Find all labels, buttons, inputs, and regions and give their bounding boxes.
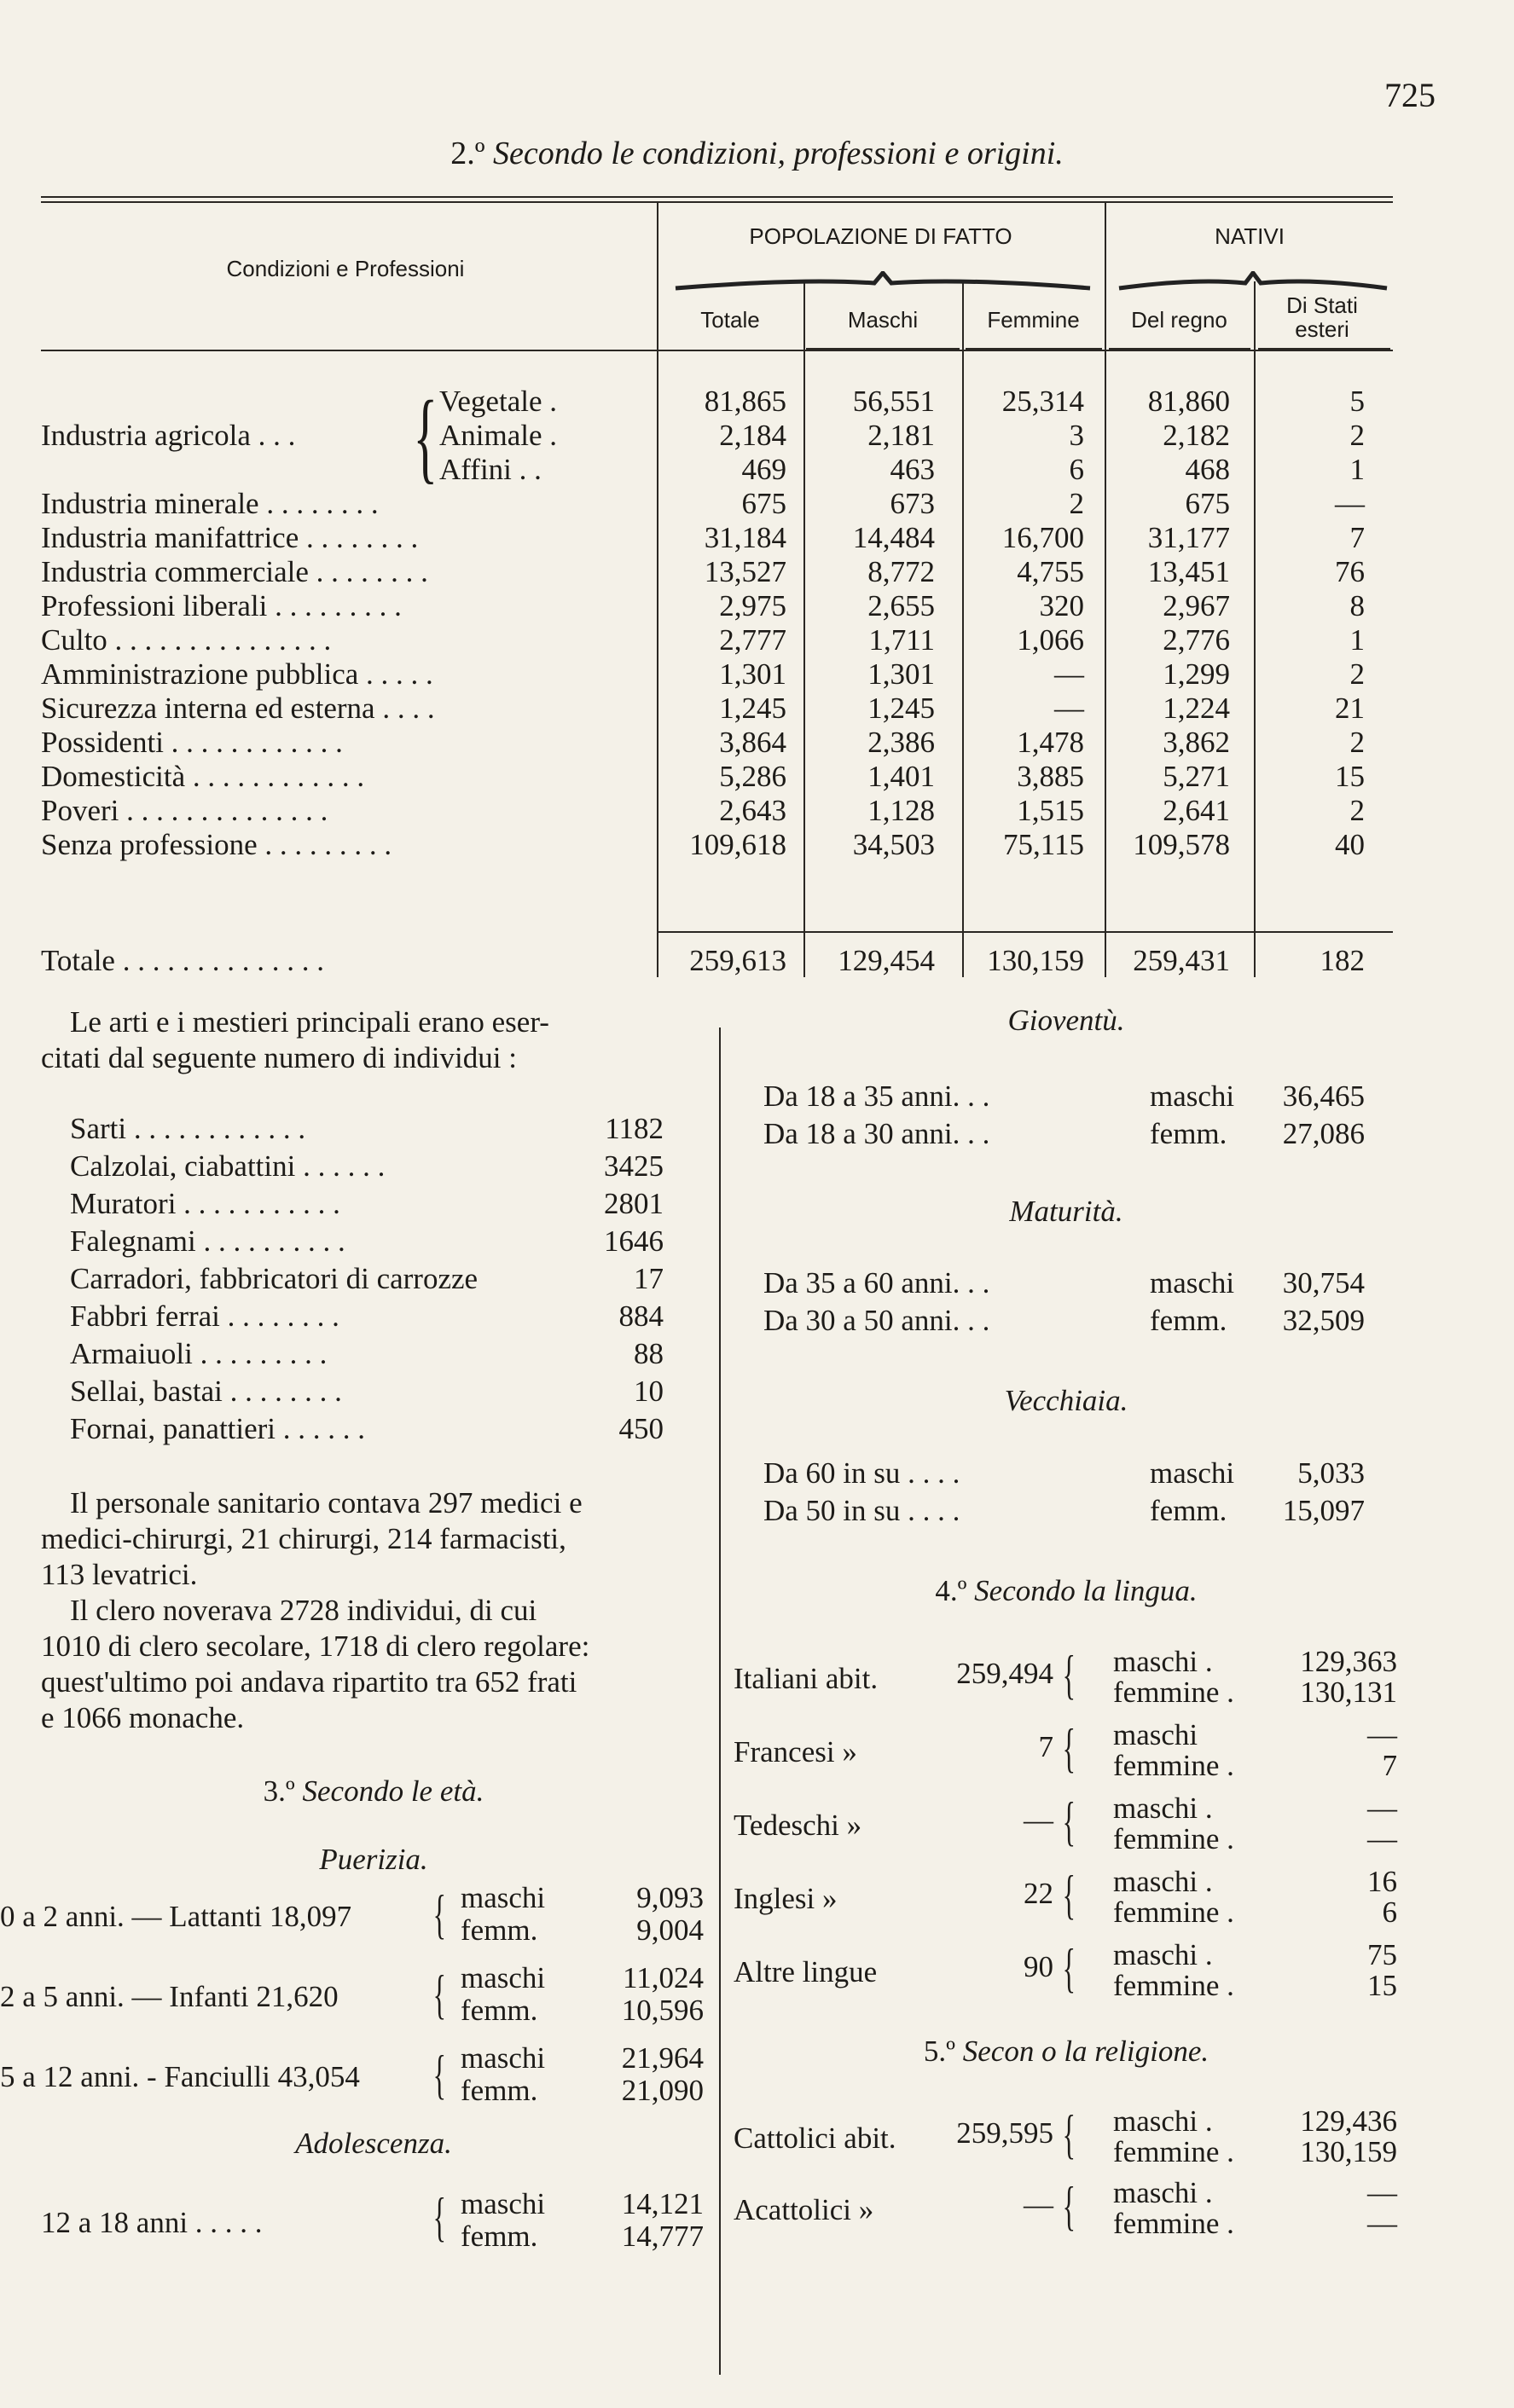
para-clero: e 1066 monache. bbox=[41, 1701, 245, 1734]
puerizia-heading: Puerizia. bbox=[319, 1843, 428, 1876]
entry-f-value: 15 bbox=[1367, 1969, 1397, 2002]
trade-value: 88 bbox=[634, 1337, 664, 1370]
sub-label-vegetale: Vegetale . bbox=[439, 385, 557, 418]
para-clero: quest'ultimo poi andava ripartito tra 652 frati bbox=[41, 1665, 577, 1699]
col-underline bbox=[1258, 348, 1390, 351]
entry-total: 22 bbox=[1024, 1877, 1053, 1910]
age-maschi: maschi bbox=[461, 1881, 546, 1914]
cell-del-regno: 2,967 bbox=[1163, 589, 1230, 622]
maturita-heading: Maturità. bbox=[1009, 1195, 1123, 1228]
trade-label: Sarti . . . . . . . . . . . . bbox=[70, 1112, 306, 1145]
entry-maschi: maschi . bbox=[1113, 2104, 1213, 2138]
entry-femmine: femmine . bbox=[1113, 1896, 1234, 1929]
entry-label: Francesi » bbox=[734, 1735, 857, 1768]
cell-totale: 469 bbox=[741, 453, 786, 486]
total-esteri: 182 bbox=[1320, 944, 1365, 977]
cell-femmine: 1,066 bbox=[1017, 623, 1084, 657]
cell-esteri: 8 bbox=[1349, 589, 1365, 622]
entry-femmine: femmine . bbox=[1113, 1676, 1234, 1709]
caption-number: 2.º bbox=[450, 136, 485, 171]
row-label-agricola: Industria agricola . . . bbox=[41, 419, 296, 452]
trade-value: 884 bbox=[618, 1300, 664, 1333]
entry-total: 90 bbox=[1024, 1950, 1053, 1983]
adol-femm: femm. bbox=[461, 2220, 538, 2253]
age-m-value: 11,024 bbox=[623, 1961, 704, 1994]
brace: { bbox=[1062, 1791, 1076, 1851]
table-row-label: Possidenti . . . . . . . . . . . . bbox=[41, 726, 343, 759]
age-range-sex: maschi bbox=[1150, 1456, 1235, 1490]
trade-label: Fabbri ferrai . . . . . . . . bbox=[70, 1300, 339, 1333]
entry-maschi: maschi . bbox=[1113, 2176, 1213, 2209]
trade-value: 17 bbox=[634, 1262, 664, 1295]
cell-maschi: 2,181 bbox=[867, 419, 935, 452]
trade-label: Armaiuoli . . . . . . . . . bbox=[70, 1337, 328, 1370]
cell-esteri: 1 bbox=[1349, 623, 1365, 657]
age-range-label: Da 18 a 30 anni. . . bbox=[763, 1117, 990, 1150]
cell-femmine: 4,755 bbox=[1017, 555, 1084, 588]
section-caption bbox=[0, 135, 1514, 172]
age-range-sex: femm. bbox=[1150, 1304, 1227, 1337]
entry-m-value: 16 bbox=[1367, 1865, 1397, 1898]
age-maschi: maschi bbox=[461, 2041, 546, 2075]
entry-f-value: 130,159 bbox=[1300, 2135, 1397, 2168]
entry-femmine: femmine . bbox=[1113, 2207, 1234, 2240]
lingua-title-number: 4.º bbox=[935, 1574, 967, 1607]
cell-del-regno: 13,451 bbox=[1147, 555, 1230, 588]
entry-maschi: maschi . bbox=[1113, 1865, 1213, 1898]
cell-totale: 5,286 bbox=[719, 760, 786, 793]
cell-femmine: 1,478 bbox=[1017, 726, 1084, 759]
age-f-value: 21,090 bbox=[621, 2074, 704, 2107]
age-range-value: 30,754 bbox=[1282, 1266, 1365, 1300]
age-range-label: Da 18 a 35 anni. . . bbox=[763, 1080, 990, 1113]
group-brace-2 bbox=[1117, 271, 1389, 293]
age-f-value: 9,004 bbox=[636, 1913, 704, 1947]
trade-value: 1182 bbox=[605, 1112, 664, 1145]
age-femm: femm. bbox=[461, 1994, 538, 2027]
col-underline bbox=[1109, 348, 1250, 351]
col-header-del-regno: Del regno bbox=[1131, 307, 1227, 333]
cell-totale: 109,618 bbox=[689, 828, 786, 861]
entry-f-value: — bbox=[1367, 1822, 1397, 1855]
age-range-label: Da 30 a 50 anni. . . bbox=[763, 1304, 990, 1337]
col-underline bbox=[806, 348, 960, 351]
table-row-label: Culto . . . . . . . . . . . . . . . bbox=[41, 623, 332, 657]
entry-femmine: femmine . bbox=[1113, 2135, 1234, 2168]
cell-femmine: 25,314 bbox=[1001, 385, 1084, 418]
age-label: 5 a 12 anni. - Fanciulli 43,054 bbox=[0, 2060, 360, 2093]
adol-label: 12 a 18 anni . . . . . bbox=[41, 2206, 263, 2239]
total-label: Totale . . . . . . . . . . . . . . bbox=[41, 944, 324, 977]
cell-femmine: 3,885 bbox=[1017, 760, 1084, 793]
cell-del-regno: 5,271 bbox=[1163, 760, 1230, 793]
adol-m-value: 14,121 bbox=[621, 2187, 704, 2220]
brace: { bbox=[432, 2186, 447, 2247]
age-femm: femm. bbox=[461, 2074, 538, 2107]
entry-m-value: 129,436 bbox=[1300, 2104, 1397, 2138]
entry-label: Altre lingue bbox=[734, 1955, 878, 1988]
adolescenza-heading: Adolescenza. bbox=[295, 2127, 452, 2160]
table-bottom-rule bbox=[657, 931, 1393, 933]
cell-maschi: 2,655 bbox=[867, 589, 935, 622]
table-group-popolazione: POPOLAZIONE DI FATTO bbox=[749, 223, 1012, 249]
cell-del-regno: 81,860 bbox=[1147, 385, 1230, 418]
cell-esteri: 2 bbox=[1349, 419, 1365, 452]
entry-label: Acattolici » bbox=[734, 2193, 874, 2226]
brace: { bbox=[432, 1884, 447, 1944]
trade-label: Falegnami . . . . . . . . . . bbox=[70, 1224, 345, 1258]
vecchiaia-heading: Vecchiaia. bbox=[1004, 1384, 1128, 1417]
cell-femmine: 2 bbox=[1069, 487, 1084, 520]
table-row-label: Domesticità . . . . . . . . . . . . bbox=[41, 760, 365, 793]
para-sanitario: medici-chirurgi, 21 chirurgi, 214 farmacisti, bbox=[41, 1522, 566, 1555]
entry-m-value: — bbox=[1367, 2176, 1397, 2209]
cell-totale: 1,301 bbox=[719, 657, 786, 691]
age-femm: femm. bbox=[461, 1913, 538, 1947]
religione-title-number: 5.º bbox=[923, 2035, 955, 2068]
cell-del-regno: 1,299 bbox=[1163, 657, 1230, 691]
cell-maschi: 1,245 bbox=[867, 692, 935, 725]
cell-esteri: 5 bbox=[1349, 385, 1365, 418]
para-sanitario: 113 levatrici. bbox=[41, 1558, 198, 1591]
brace: { bbox=[432, 2044, 447, 2104]
entry-m-value: 75 bbox=[1367, 1938, 1397, 1971]
page-number: 725 bbox=[1384, 76, 1436, 114]
entry-total: 259,494 bbox=[956, 1657, 1053, 1690]
intro-line: Le arti e i mestieri principali erano eser- bbox=[70, 1005, 549, 1039]
age-m-value: 9,093 bbox=[636, 1881, 704, 1914]
age-range-sex: femm. bbox=[1150, 1494, 1227, 1527]
entry-maschi: maschi . bbox=[1113, 1792, 1213, 1825]
entry-label: Tedeschi » bbox=[734, 1809, 862, 1842]
gioventu-heading: Gioventù. bbox=[1007, 1004, 1125, 1037]
cell-maschi: 34,503 bbox=[852, 828, 935, 861]
trade-label: Carradori, fabbricatori di carrozze bbox=[70, 1262, 479, 1295]
cell-femmine: 3 bbox=[1069, 419, 1084, 452]
entry-f-value: 6 bbox=[1382, 1896, 1397, 1929]
entry-label: Cattolici abit. bbox=[734, 2121, 896, 2155]
table-row-label: Sicurezza interna ed esterna . . . . bbox=[41, 692, 435, 725]
table-header-conditions: Condizioni e Professioni bbox=[226, 256, 465, 281]
age-title-text: Secondo le età. bbox=[302, 1774, 484, 1808]
entry-total: 259,595 bbox=[956, 2116, 1053, 2150]
intro-line: citati dal seguente numero di individui : bbox=[41, 1041, 517, 1074]
age-range-label: Da 60 in su . . . . bbox=[763, 1456, 960, 1490]
brace: { bbox=[432, 1964, 447, 2024]
cell-del-regno: 675 bbox=[1185, 487, 1230, 520]
age-m-value: 21,964 bbox=[621, 2041, 704, 2075]
total-del-regno: 259,431 bbox=[1133, 944, 1230, 977]
cell-maschi: 1,301 bbox=[867, 657, 935, 691]
adol-maschi: maschi bbox=[461, 2187, 546, 2220]
religione-section-title bbox=[734, 2034, 1399, 2069]
trade-label: Calzolai, ciabattini . . . . . . bbox=[70, 1149, 386, 1183]
cell-maschi: 673 bbox=[890, 487, 935, 520]
entry-maschi: maschi bbox=[1113, 1718, 1198, 1751]
table-row-label: Amministrazione pubblica . . . . . bbox=[41, 657, 433, 691]
brace: { bbox=[1062, 2104, 1076, 2164]
cell-totale: 13,527 bbox=[704, 555, 786, 588]
trade-value: 2801 bbox=[604, 1187, 664, 1220]
cell-esteri: 15 bbox=[1335, 760, 1365, 793]
age-range-sex: maschi bbox=[1150, 1080, 1235, 1113]
entry-total: — bbox=[1024, 1803, 1053, 1837]
cell-maschi: 56,551 bbox=[852, 385, 935, 418]
entry-label: Italiani abit. bbox=[734, 1662, 879, 1695]
entry-femmine: femmine . bbox=[1113, 1822, 1234, 1855]
age-range-sex: femm. bbox=[1150, 1117, 1227, 1150]
cell-esteri: 7 bbox=[1349, 521, 1365, 554]
cell-esteri: 2 bbox=[1349, 657, 1365, 691]
cell-totale: 675 bbox=[741, 487, 786, 520]
cell-esteri: — bbox=[1335, 487, 1365, 520]
cell-del-regno: 2,776 bbox=[1163, 623, 1230, 657]
cell-femmine: 6 bbox=[1069, 453, 1084, 486]
lingua-section-title bbox=[734, 1573, 1399, 1609]
col-header-totale: Totale bbox=[700, 307, 760, 333]
entry-total: 7 bbox=[1038, 1730, 1053, 1763]
religione-title-text: Secon o la religione. bbox=[962, 2035, 1209, 2068]
cell-femmine: 1,515 bbox=[1017, 794, 1084, 827]
cell-totale: 1,245 bbox=[719, 692, 786, 725]
age-range-sex: maschi bbox=[1150, 1266, 1235, 1300]
age-range-label: Da 50 in su . . . . bbox=[763, 1494, 960, 1527]
cell-femmine: 75,115 bbox=[1003, 828, 1084, 861]
cell-maschi: 1,711 bbox=[868, 623, 935, 657]
brace: { bbox=[1062, 1644, 1076, 1705]
table-row-label: Senza professione . . . . . . . . . bbox=[41, 828, 392, 861]
entry-maschi: maschi . bbox=[1113, 1938, 1213, 1971]
entry-m-value: — bbox=[1367, 1792, 1397, 1825]
para-clero: Il clero noverava 2728 individui, di cui bbox=[70, 1594, 537, 1627]
table-row-label: Industria manifattrice . . . . . . . . bbox=[41, 521, 419, 554]
brace: { bbox=[1062, 2175, 1076, 2236]
cell-totale: 2,777 bbox=[719, 623, 786, 657]
trade-value: 3425 bbox=[604, 1149, 664, 1183]
trade-label: Sellai, bastai . . . . . . . . bbox=[70, 1375, 342, 1408]
brace: { bbox=[413, 379, 438, 493]
cell-esteri: 1 bbox=[1349, 453, 1365, 486]
entry-femmine: femmine . bbox=[1113, 1969, 1234, 2002]
adol-f-value: 14,777 bbox=[621, 2220, 704, 2253]
age-label: 2 a 5 anni. — Infanti 21,620 bbox=[0, 1980, 339, 2013]
sub-label-affini: Affini . . bbox=[439, 453, 542, 486]
age-range-value: 27,086 bbox=[1282, 1117, 1365, 1150]
age-range-value: 5,033 bbox=[1297, 1456, 1365, 1490]
trade-value: 1646 bbox=[604, 1224, 664, 1258]
age-range-value: 36,465 bbox=[1282, 1080, 1365, 1113]
table-row-label: Industria commerciale . . . . . . . . bbox=[41, 555, 428, 588]
cell-totale: 2,975 bbox=[719, 589, 786, 622]
trade-value: 10 bbox=[634, 1375, 664, 1408]
cell-del-regno: 3,862 bbox=[1163, 726, 1230, 759]
entry-maschi: maschi . bbox=[1113, 1645, 1213, 1678]
cell-totale: 3,864 bbox=[719, 726, 786, 759]
cell-maschi: 463 bbox=[890, 453, 935, 486]
cell-femmine: — bbox=[1054, 692, 1084, 725]
entry-m-value: — bbox=[1367, 1718, 1397, 1751]
age-section-title bbox=[41, 1774, 706, 1809]
age-range-value: 15,097 bbox=[1282, 1494, 1365, 1527]
lingua-title-text: Secondo la lingua. bbox=[974, 1574, 1198, 1607]
entry-f-value: 130,131 bbox=[1300, 1676, 1397, 1709]
entry-total: — bbox=[1024, 2188, 1053, 2221]
para-sanitario: Il personale sanitario contava 297 medici e bbox=[70, 1486, 583, 1519]
cell-totale: 2,184 bbox=[719, 419, 786, 452]
cell-femmine: 16,700 bbox=[1001, 521, 1084, 554]
col-header-maschi: Maschi bbox=[847, 307, 919, 333]
col-underline bbox=[966, 348, 1102, 351]
cell-femmine: — bbox=[1054, 657, 1084, 691]
age-label: 0 a 2 anni. — Lattanti 18,097 bbox=[0, 1900, 352, 1933]
total-femmine: 130,159 bbox=[987, 944, 1084, 977]
entry-label: Inglesi » bbox=[734, 1882, 838, 1915]
entry-femmine: femmine . bbox=[1113, 1749, 1234, 1782]
table-row-label: Professioni liberali . . . . . . . . . bbox=[41, 589, 402, 622]
trade-label: Fornai, panattieri . . . . . . bbox=[70, 1412, 366, 1445]
age-f-value: 10,596 bbox=[621, 1994, 704, 2027]
cell-maschi: 14,484 bbox=[852, 521, 935, 554]
cell-esteri: 2 bbox=[1349, 794, 1365, 827]
age-range-value: 32,509 bbox=[1282, 1304, 1365, 1337]
entry-m-value: 129,363 bbox=[1300, 1645, 1397, 1678]
cell-totale: 31,184 bbox=[704, 521, 786, 554]
col-header-femmine: Femmine bbox=[987, 307, 1080, 333]
cell-del-regno: 468 bbox=[1185, 453, 1230, 486]
cell-esteri: 2 bbox=[1349, 726, 1365, 759]
cell-totale: 2,643 bbox=[719, 794, 786, 827]
brace: { bbox=[1062, 1937, 1076, 1998]
age-maschi: maschi bbox=[461, 1961, 546, 1994]
cell-del-regno: 2,182 bbox=[1163, 419, 1230, 452]
age-title-number: 3.º bbox=[263, 1774, 295, 1808]
trade-value: 450 bbox=[618, 1412, 664, 1445]
trade-label: Muratori . . . . . . . . . . . bbox=[70, 1187, 340, 1220]
cell-del-regno: 31,177 bbox=[1147, 521, 1230, 554]
brace: { bbox=[1062, 1864, 1076, 1925]
table-top-rule-2 bbox=[41, 201, 1393, 203]
cell-esteri: 76 bbox=[1335, 555, 1365, 588]
para-clero: 1010 di clero secolare, 1718 di clero regolare: bbox=[41, 1629, 590, 1663]
table-row-label: Poveri . . . . . . . . . . . . . . bbox=[41, 794, 328, 827]
cell-maschi: 1,401 bbox=[867, 760, 935, 793]
cell-maschi: 2,386 bbox=[867, 726, 935, 759]
total-maschi: 129,454 bbox=[838, 944, 935, 977]
cell-maschi: 1,128 bbox=[867, 794, 935, 827]
cell-del-regno: 2,641 bbox=[1163, 794, 1230, 827]
cell-esteri: 40 bbox=[1335, 828, 1365, 861]
entry-f-value: — bbox=[1367, 2207, 1397, 2240]
cell-del-regno: 109,578 bbox=[1133, 828, 1230, 861]
brace: { bbox=[1062, 1717, 1076, 1778]
table-group-nativi: NATIVI bbox=[1215, 223, 1285, 249]
column-divider bbox=[719, 1027, 721, 2375]
entry-f-value: 7 bbox=[1382, 1749, 1397, 1782]
cell-del-regno: 1,224 bbox=[1163, 692, 1230, 725]
cell-femmine: 320 bbox=[1039, 589, 1084, 622]
cell-esteri: 21 bbox=[1335, 692, 1365, 725]
caption-text: Secondo le condizioni, professioni e origini. bbox=[492, 136, 1064, 171]
group-brace-1 bbox=[674, 271, 1092, 293]
cell-maschi: 8,772 bbox=[867, 555, 935, 588]
table-top-rule bbox=[41, 196, 1393, 198]
cell-totale: 81,865 bbox=[704, 385, 786, 418]
age-range-label: Da 35 a 60 anni. . . bbox=[763, 1266, 990, 1300]
table-row-label: Industria minerale . . . . . . . . bbox=[41, 487, 379, 520]
col-header-stati-esteri: Di Stati esteri bbox=[1286, 292, 1358, 342]
total-totale: 259,613 bbox=[689, 944, 786, 977]
sub-label-animale: Animale . bbox=[439, 419, 558, 452]
